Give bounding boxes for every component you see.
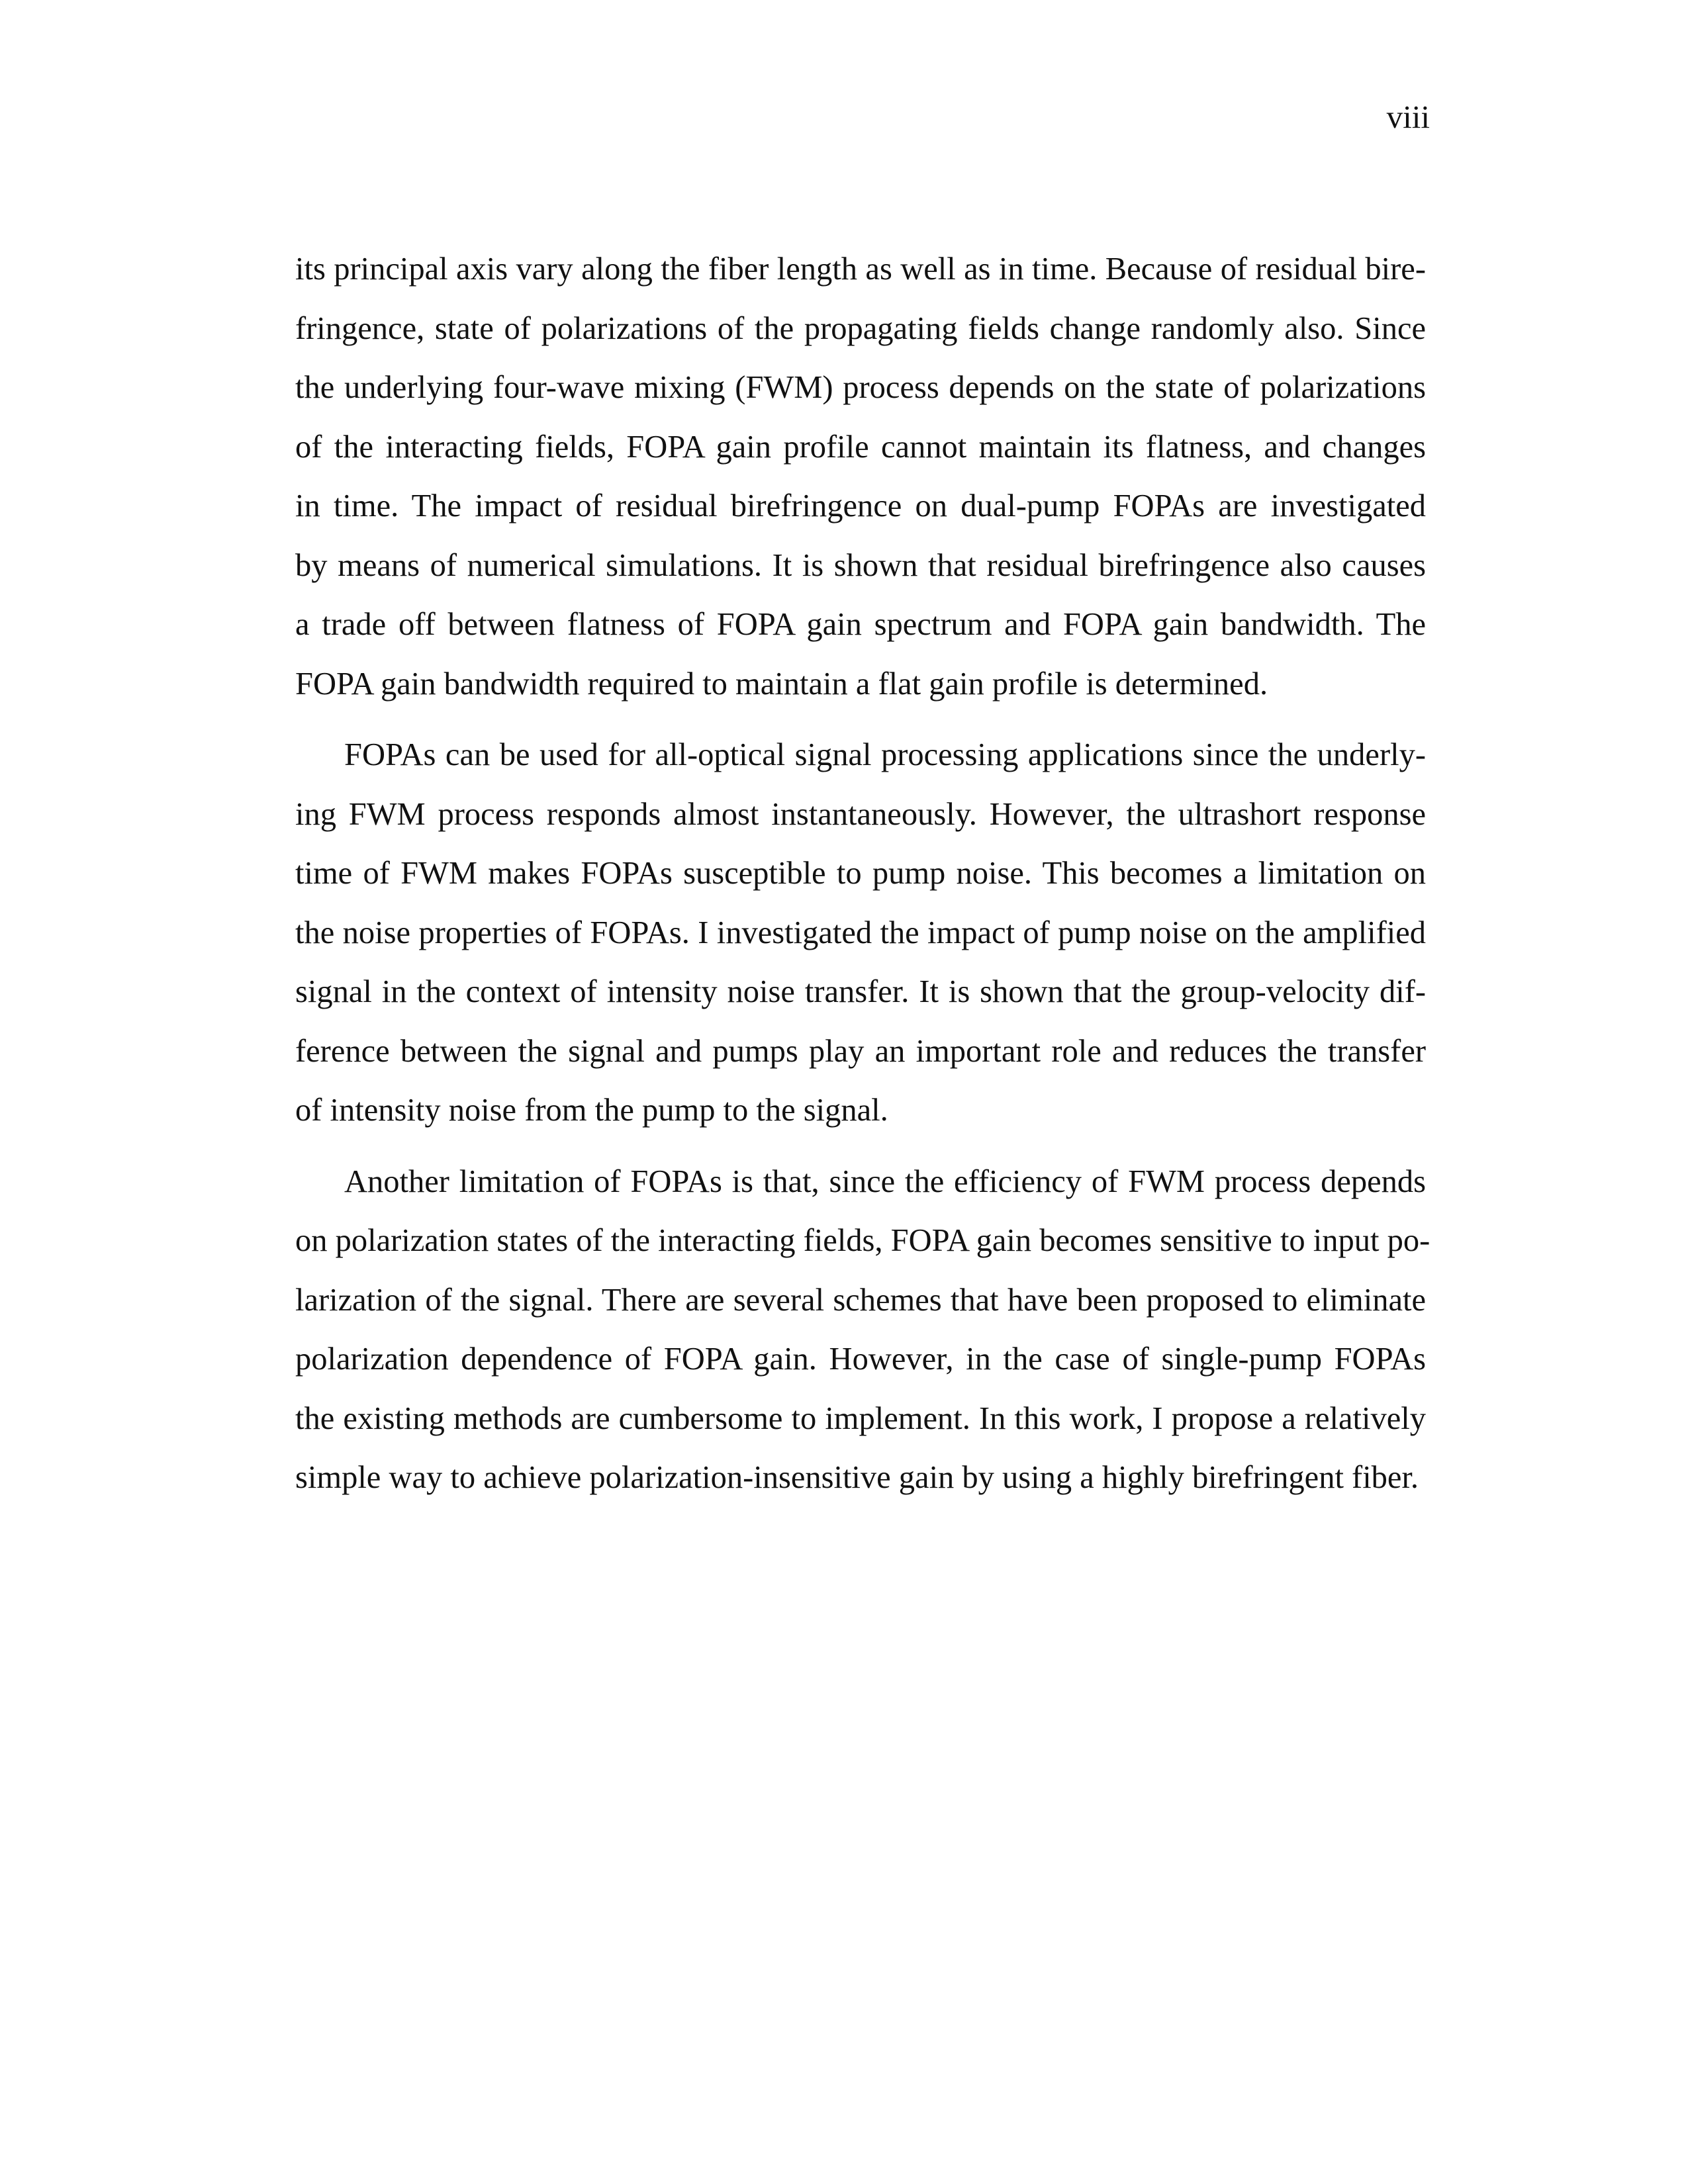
text-line: polarization dependence of FOPA gain. However, in the case of single-pump FOPAs: [295, 1342, 1426, 1377]
text-line: the noise properties of FOPAs. I investigated the impact of pump noise on the amplified: [295, 915, 1426, 950]
text-line: signal in the context of intensity noise transfer. It is shown that the group-velocity dif-: [295, 974, 1426, 1009]
text-line: larization of the signal. There are several schemes that have been proposed to eliminate: [295, 1282, 1426, 1318]
text-line: the existing methods are cumbersome to implement. In this work, I propose a relatively: [295, 1400, 1426, 1436]
paragraph-3: [295, 1152, 1430, 1508]
text-line: on polarization states of the interacting fields, FOPA gain becomes sensitive to input po-: [295, 1223, 1430, 1258]
page-number: viii: [1386, 99, 1430, 135]
text-line: ference between the signal and pumps play an important role and reduces the transfer: [295, 1033, 1426, 1069]
text-line: FOPA gain bandwidth required to maintain a flat gain profile is determined.: [295, 666, 1268, 702]
text-line: simple way to achieve polarization-insensitive gain by using a highly birefringent fiber.: [295, 1460, 1419, 1495]
text-line: a trade off between flatness of FOPA gain spectrum and FOPA gain bandwidth. The: [295, 607, 1426, 642]
text-line: FOPAs can be used for all-optical signal processing applications since the underly-: [344, 737, 1426, 772]
paragraph-2: [295, 725, 1426, 1140]
text-line: of the interacting fields, FOPA gain profile cannot maintain its flatness, and changes: [295, 429, 1426, 465]
text-line: by means of numerical simulations. It is shown that residual birefringence also causes: [295, 547, 1426, 583]
text-line: time of FWM makes FOPAs susceptible to pump noise. This becomes a limitation on: [295, 856, 1426, 891]
paragraph-1: [295, 240, 1426, 713]
body-text: [295, 240, 1430, 1508]
text-line: its principal axis vary along the fiber length as well as in time. Because of residual bire-: [295, 251, 1426, 287]
text-line: in time. The impact of residual birefringence on dual-pump FOPAs are investigated: [295, 488, 1426, 523]
text-line: ing FWM process responds almost instantaneously. However, the ultrashort response: [295, 796, 1426, 832]
text-line: of intensity noise from the pump to the signal.: [295, 1093, 888, 1128]
text-line: Another limitation of FOPAs is that, since the efficiency of FWM process depends: [344, 1163, 1426, 1199]
text-line: the underlying four-wave mixing (FWM) process depends on the state of polarizations: [295, 370, 1426, 405]
text-line: fringence, state of polarizations of the propagating fields change randomly also. Since: [295, 310, 1426, 346]
